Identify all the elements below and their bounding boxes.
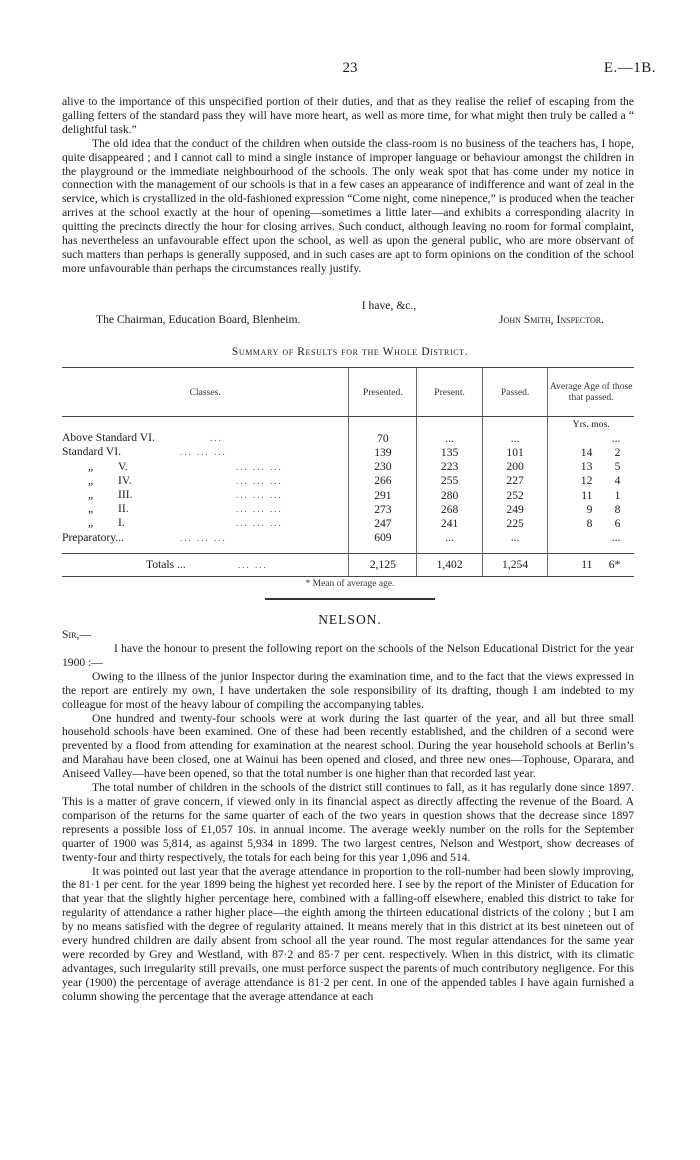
col-header-average-age: Average Age of those that passed. — [548, 368, 634, 417]
present-cell: 268 — [417, 502, 482, 516]
class-cell — [62, 445, 349, 459]
leader-dots: ... ... ... — [180, 532, 227, 543]
present-cell: 255 — [417, 474, 482, 488]
passed-cell: 252 — [482, 488, 548, 502]
table-row — [62, 516, 634, 530]
age-months: 2 — [614, 445, 621, 459]
ditto-mark: „ — [88, 459, 95, 473]
summary-table — [62, 367, 634, 577]
age-years: 9 — [586, 502, 593, 516]
table-row — [62, 502, 634, 516]
units-row — [62, 417, 634, 432]
present-cell: 223 — [417, 460, 482, 474]
report-paragraph-5: It was pointed out last year that the average attendance in proportion to the roll-number had been slowly improving, the 81·1 per cent. for the year 1899 being the highest yet recorded here. I see by the report of the Minister of Education for that year that the slightly higher percentage here, combined with a falling-off elsewhere, enabled this district to take for regularity of attendance a rather higher place—the eighth among the thirteen educational districts of the colony ; but I am by no means satisfied with the degree of regularity attained. It means merely that in this district at its best nineteen out of every hundred children are daily absent from school all the year round. The most regular attendances for the same year were recorded by Grey and Westland, with 87·2 and 85·7 per cent. respectively. When in this district, with its climatic advantages, such irregularity still prevails, one must perforce suspect the parents of much contributory negligence. For this year (1900) the percentage of average attendance is 81·2 per cent. In one of the appended tables I have again furnished a column showing the percentage that the average attendance at each — [62, 864, 634, 1003]
table-row — [62, 531, 634, 545]
present-cell: ... — [417, 431, 482, 445]
table-row — [62, 445, 634, 459]
age-years: 14 — [580, 445, 593, 459]
nelson-report-text — [62, 642, 634, 1004]
passed-cell: 200 — [482, 460, 548, 474]
passed-cell: ... — [482, 431, 548, 445]
present-cell: ... — [417, 531, 482, 545]
ditto-mark: „ — [88, 473, 95, 487]
class-label: III. — [118, 488, 133, 502]
age-months: 4 — [614, 474, 621, 488]
report-paragraph-3: One hundred and twenty-four schools were at work during the last quarter of the year, and all but three small household schools have been examined. One of these had been recently established, and the children of a second were prevented by a flood from attending for examination at the nearest school. During the year household schools at Berlin’s and Marahau have been closed, one at Wainui has been opened and closed, and three new ones—Tophouse, Oparara, and Aniseed Valley—have been opened, so that the total number is one higher than that recorded last year. — [62, 711, 634, 781]
age-months: 6* — [608, 558, 621, 572]
leader-dots: ... ... ... — [236, 475, 283, 486]
col-header-present: Present. — [417, 368, 482, 417]
class-cell — [62, 516, 349, 530]
intro-paragraph-2: The old idea that the conduct of the children when outside the class-room is no business of the teachers has, I hope, quite disappeared ; and I cannot call to mind a single instance of improper language or behaviour amongst the children in the playground or the immediate neighbourhood of the schools. The only weak spot that has come under my notice in connection with the management of our schools is that in a few cases an appearance of indifference and want of zeal in the service, which is crystallized in the old-fashioned expression “Come night, come ninepence,” is produced when the teacher arrives at the school exactly at the hour of opening—sometimes a little later—and exhibits a corresponding alacrity in quitting the precincts directly the hour for closing arrives. Such conduct, although leaving no room for formal complaint, has nevertheless an unfavourable effect upon the school, as well as upon the general public, who are more observant of such matters than perhaps is generally supposed, and in such cases are apt to form opinions on the condition of the school more unfavourable than perhaps the circumstances really justify. — [62, 136, 634, 275]
age-months: 6 — [614, 516, 621, 530]
present-cell: 135 — [417, 445, 482, 459]
presented-cell: 266 — [349, 474, 417, 488]
summary-table-title: Summary of Results for the Whole District. — [231, 346, 469, 358]
age-years: 11 — [581, 488, 593, 502]
average-age-cell — [548, 502, 634, 516]
ditto-mark: „ — [88, 488, 95, 502]
closing-line: I have, &c., — [361, 299, 417, 312]
salutation: Sir,— — [62, 628, 91, 641]
class-cell — [62, 502, 349, 516]
class-cell — [62, 488, 349, 502]
age-years: 12 — [580, 474, 593, 488]
report-paragraph-4: The total number of children in the schools of the district still continues to fall, as it has regularly done since 1897. This is a matter of grave concern, if viewed only in its financial aspect as directly affecting the revenue of the Board. A comparison of the returns for the same quarter of each of the two years in question shows that the decrease since 1897 represents a possible loss of £1,057 10s. in annual income. The average weekly number on the rolls for the September quarter of 1900 was 5,814, as against 5,934 in 1899. The two largest centres, Nelson and Westport, show decreases of twenty-four and thirty respectively, the totals for each being for this year 1,096 and 514. — [62, 781, 634, 864]
signatory: John Smith, Inspector. — [499, 313, 604, 326]
presented-cell: 609 — [349, 531, 417, 545]
intro-paragraph-1: alive to the importance of this unspecified portion of their duties, and that as they realise the relief of escaping from the galling fetters of the standard pass they will have more heart, as well as more time, for what might then truly be called a “ delightful task.” — [62, 95, 634, 136]
passed-cell: ... — [482, 531, 548, 545]
table-row — [62, 431, 634, 445]
class-label: IV. — [118, 473, 132, 487]
class-cell — [62, 431, 349, 445]
table-row — [62, 474, 634, 488]
col-header-presented: Presented. — [349, 368, 417, 417]
age-years: 11 — [581, 558, 593, 572]
average-age-cell — [548, 460, 634, 474]
totals-label: Totals ... — [146, 557, 186, 571]
table-header-row — [62, 368, 634, 417]
average-age-cell — [548, 431, 634, 445]
age-months: 5 — [614, 460, 621, 474]
presented-cell: 247 — [349, 516, 417, 530]
age-months: 8 — [614, 502, 621, 516]
leader-dots: ... ... ... — [236, 461, 283, 472]
present-cell: 241 — [417, 516, 482, 530]
col-header-classes: Classes. — [62, 368, 349, 417]
presented-cell: 139 — [349, 445, 417, 459]
leader-dots: ... — [210, 433, 223, 444]
presented-cell: 230 — [349, 460, 417, 474]
page-number: 23 — [342, 60, 358, 76]
presented-cell: 273 — [349, 502, 417, 516]
total-passed: 1,254 — [482, 553, 548, 576]
section-heading: NELSON. — [318, 612, 382, 627]
leader-dots: ... ... ... — [236, 490, 283, 501]
class-cell — [62, 460, 349, 474]
average-age-cell — [548, 516, 634, 530]
class-label: Standard VI. — [62, 445, 122, 459]
total-average-age — [548, 553, 634, 576]
average-age-cell — [548, 445, 634, 459]
spacer-row — [62, 545, 634, 554]
passed-cell: 249 — [482, 502, 548, 516]
age-months: ... — [611, 531, 621, 545]
leader-dots: ... ... ... — [180, 447, 227, 458]
total-present: 1,402 — [417, 553, 482, 576]
ditto-mark: „ — [88, 516, 95, 530]
present-cell: 280 — [417, 488, 482, 502]
average-age-cell — [548, 531, 634, 545]
total-presented: 2,125 — [349, 553, 417, 576]
table-row — [62, 460, 634, 474]
average-age-cell — [548, 474, 634, 488]
class-label: Above Standard VI. — [62, 431, 155, 445]
section-divider — [265, 598, 435, 600]
class-cell — [62, 474, 349, 488]
intro-text — [62, 95, 634, 276]
presented-cell: 291 — [349, 488, 417, 502]
table-row — [62, 488, 634, 502]
age-years: 8 — [586, 516, 593, 530]
leader-dots: ... ... — [238, 559, 268, 570]
class-label: V. — [118, 459, 128, 473]
age-months: ... — [611, 431, 621, 445]
class-cell — [62, 531, 349, 545]
passed-cell: 227 — [482, 474, 548, 488]
age-years: 13 — [580, 460, 593, 474]
units-label: Yrs. mos. — [572, 419, 610, 430]
document-reference: E.—1B. — [603, 60, 656, 76]
passed-cell: 225 — [482, 516, 548, 530]
class-label: I. — [118, 516, 125, 530]
leader-dots: ... ... ... — [236, 518, 283, 529]
table-footnote: * Mean of average age. — [305, 579, 395, 589]
presented-cell: 70 — [349, 431, 417, 445]
leader-dots: ... ... ... — [236, 504, 283, 515]
report-paragraph-1: I have the honour to present the following report on the schools of the Nelson Educational District for the year 1900 :— — [62, 642, 634, 669]
class-label: II. — [118, 502, 129, 516]
totals-row — [62, 553, 634, 576]
report-paragraph-2: Owing to the illness of the junior Inspector during the examination time, and to the fact that the views expressed in the report are entirely my own, I have undertaken the sole responsibility of its drafting, though I am indebted to my colleague for most of the heavy labour of compiling the accompanying tables. — [62, 669, 634, 711]
age-months: 1 — [614, 488, 621, 502]
totals-label-cell — [62, 553, 349, 576]
passed-cell: 101 — [482, 445, 548, 459]
average-age-cell — [548, 488, 634, 502]
col-header-passed: Passed. — [482, 368, 548, 417]
class-label: Preparatory... — [62, 530, 125, 544]
ditto-mark: „ — [88, 502, 95, 516]
addressee: The Chairman, Education Board, Blenheim. — [96, 313, 301, 326]
